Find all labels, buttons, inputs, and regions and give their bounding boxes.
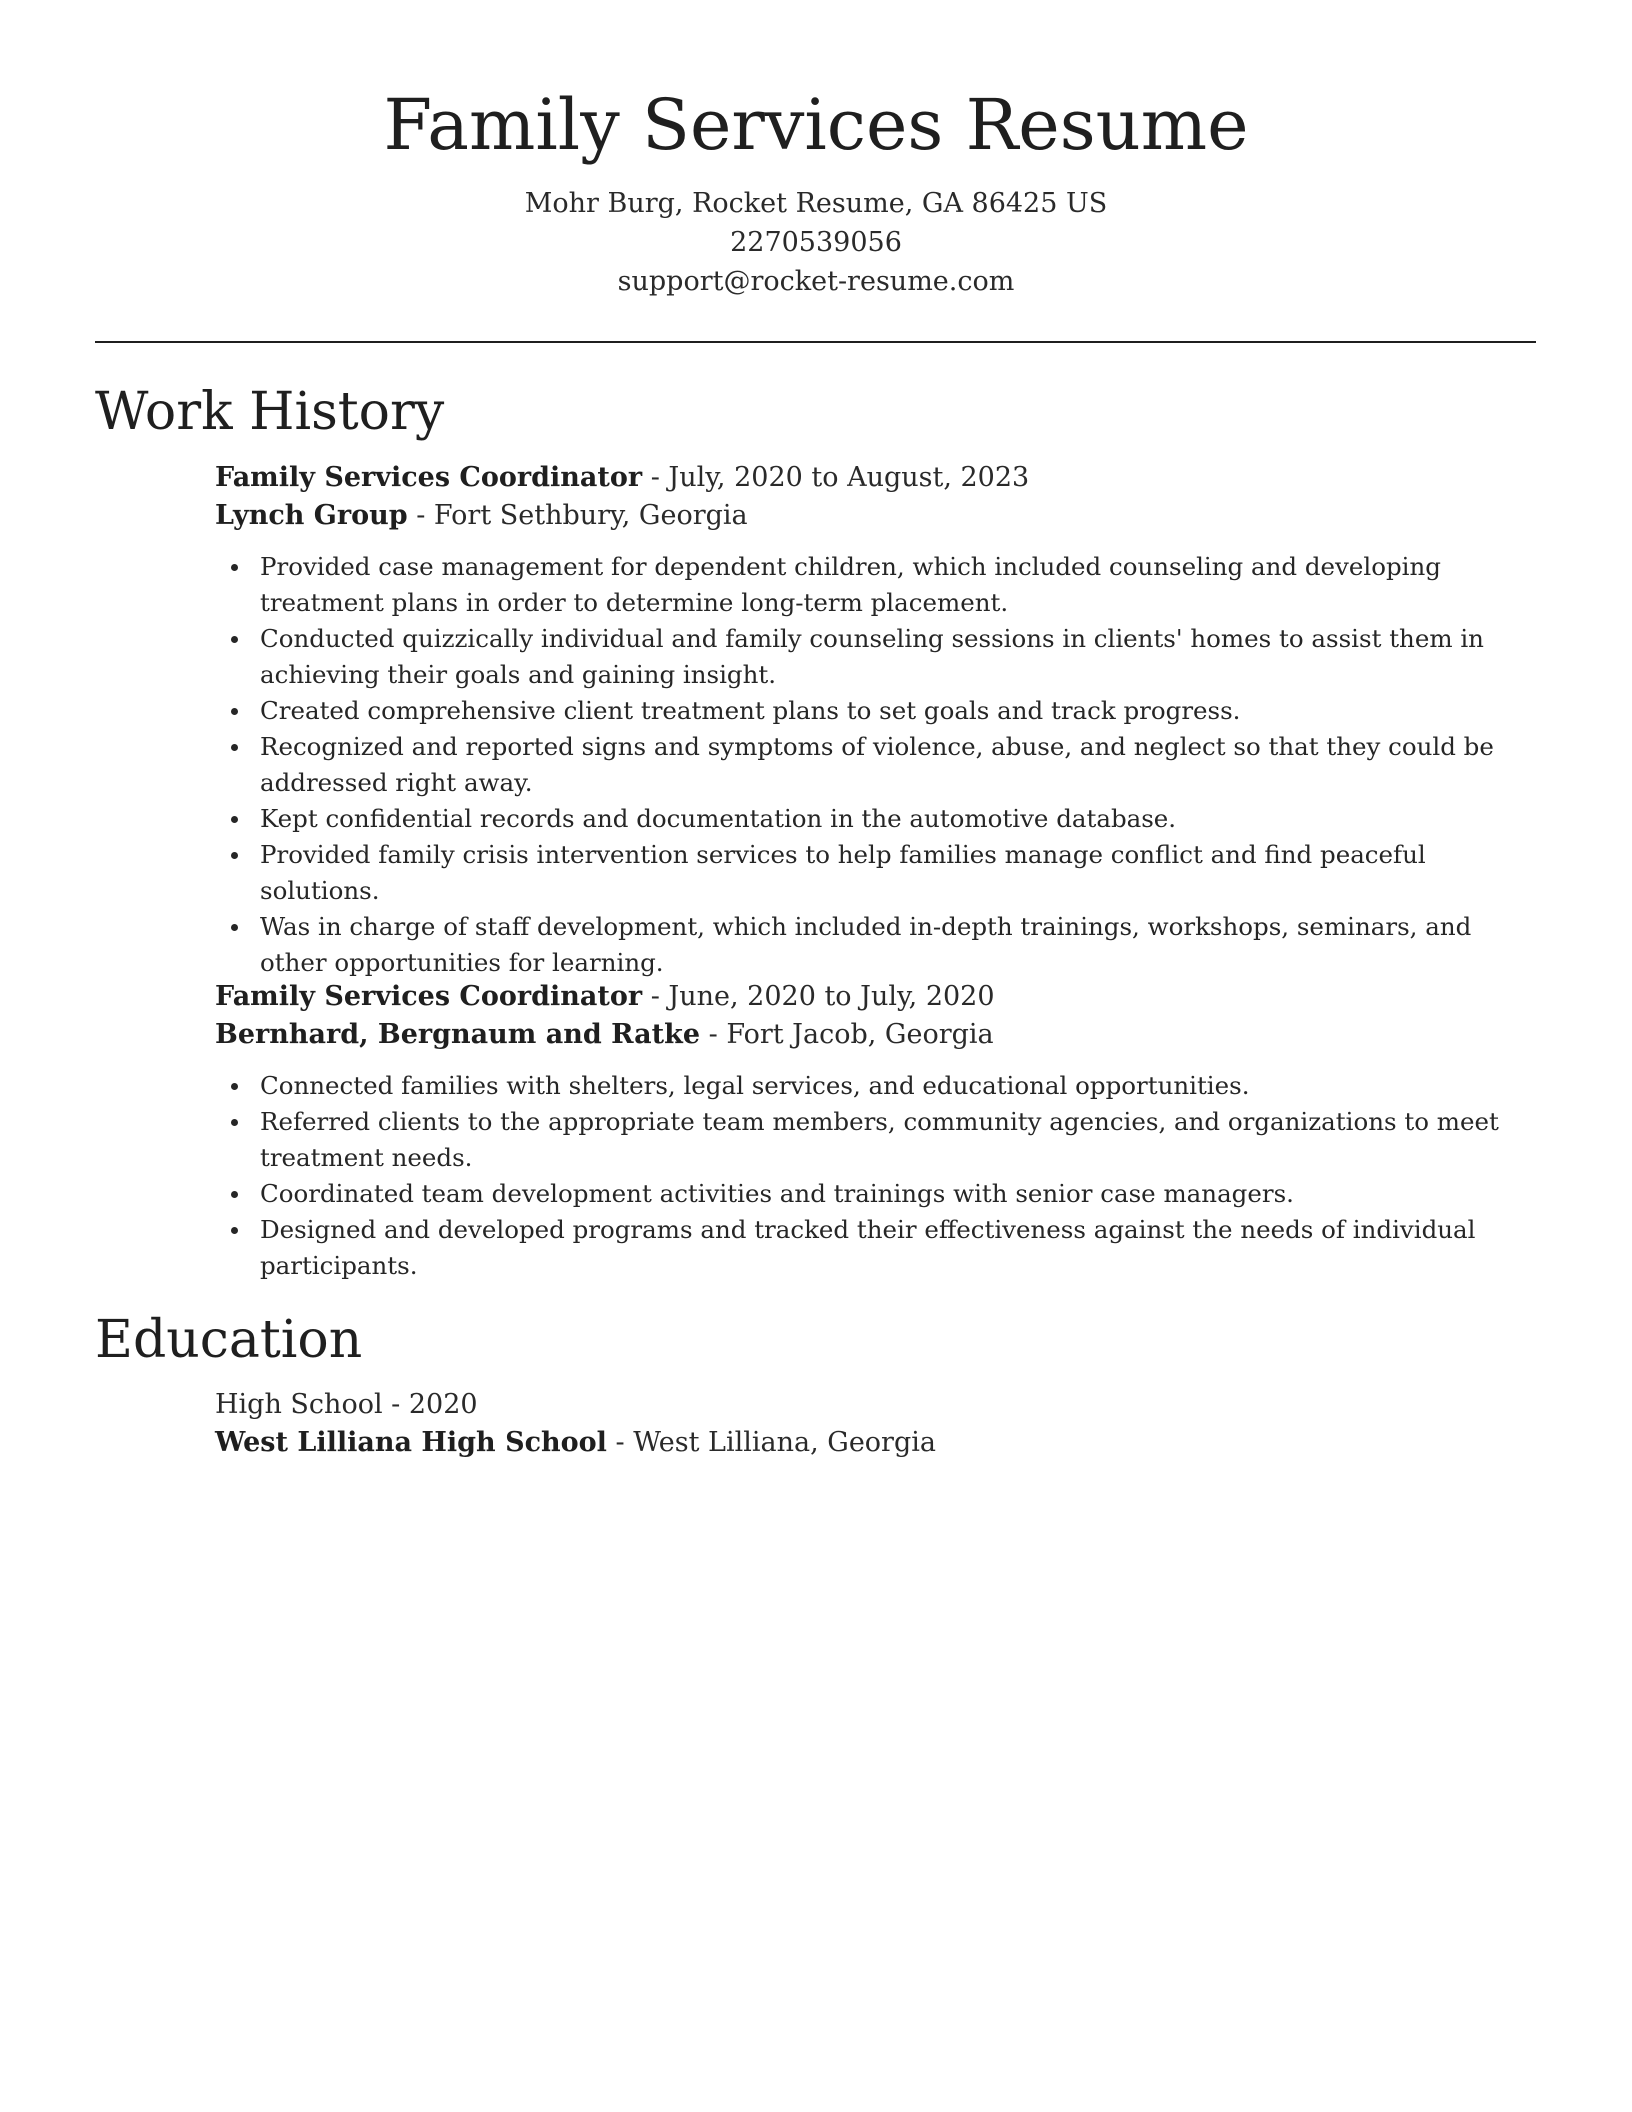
education-entry	[215, 1386, 1545, 1462]
work-history-heading: Work History	[95, 382, 445, 442]
page-title: Family Services Resume	[383, 84, 1249, 166]
contact-info	[0, 184, 1632, 301]
job-dates: - July, 2020 to August, 2023	[642, 462, 1030, 493]
job-dates: - June, 2020 to July, 2020	[642, 981, 995, 1012]
job-title: Family Services Coordinator	[215, 462, 643, 493]
contact-address: Mohr Burg, Rocket Resume, GA 86425 US	[524, 188, 1108, 219]
education-degree-line	[215, 1386, 1545, 1424]
list-item: Coordinated team development activities and trainings with senior case managers.	[260, 1176, 1545, 1212]
education-school-line	[215, 1424, 1545, 1462]
header-divider	[95, 341, 1536, 343]
education-degree: High School	[215, 1389, 383, 1420]
job-entry	[215, 459, 1545, 981]
list-item: Provided case management for dependent children, which included counseling and developing treatment plans in order to determine long-term placement.	[260, 549, 1545, 621]
list-item: Was in charge of staff development, which included in-depth trainings, workshops, seminars, and other opportunities for learning.	[260, 909, 1545, 981]
job-title-line	[215, 459, 1545, 497]
list-item: Created comprehensive client treatment plans to set goals and track progress.	[260, 693, 1545, 729]
job-company-line	[215, 497, 1545, 535]
job-company: Lynch Group	[215, 500, 408, 531]
job-title-line	[215, 978, 1545, 1016]
list-item: Connected families with shelters, legal services, and educational opportunities.	[260, 1068, 1545, 1104]
list-item: Provided family crisis intervention services to help families manage conflict and find peaceful solutions.	[260, 837, 1545, 909]
list-item: Conducted quizzically individual and family counseling sessions in clients' homes to assist them in achieving their goals and gaining insight.	[260, 621, 1545, 693]
list-item: Kept confidential records and documentation in the automotive database.	[260, 801, 1545, 837]
education-location: - West Lilliana, Georgia	[606, 1427, 936, 1458]
education-heading: Education	[95, 1310, 363, 1370]
list-item: Designed and developed programs and tracked their effectiveness against the needs of individual participants.	[260, 1212, 1545, 1284]
list-item: Recognized and reported signs and symptoms of violence, abuse, and neglect so that they could be addressed right away.	[260, 729, 1545, 801]
job-duties-list	[215, 1068, 1545, 1284]
job-entry	[215, 978, 1545, 1284]
education-school: West Lilliana High School	[215, 1427, 607, 1458]
contact-email: support@rocket-resume.com	[617, 266, 1015, 297]
job-title: Family Services Coordinator	[215, 981, 643, 1012]
job-company: Bernhard, Bergnaum and Ratke	[215, 1019, 701, 1050]
list-item: Referred clients to the appropriate team members, community agencies, and organizations to meet treatment needs.	[260, 1104, 1545, 1176]
education-year: - 2020	[382, 1389, 478, 1420]
contact-phone: 2270539056	[730, 227, 902, 258]
job-company-line	[215, 1016, 1545, 1054]
job-location: - Fort Sethbury, Georgia	[407, 500, 748, 531]
job-location: - Fort Jacob, Georgia	[700, 1019, 994, 1050]
job-duties-list	[215, 549, 1545, 981]
resume-header	[0, 80, 1632, 301]
